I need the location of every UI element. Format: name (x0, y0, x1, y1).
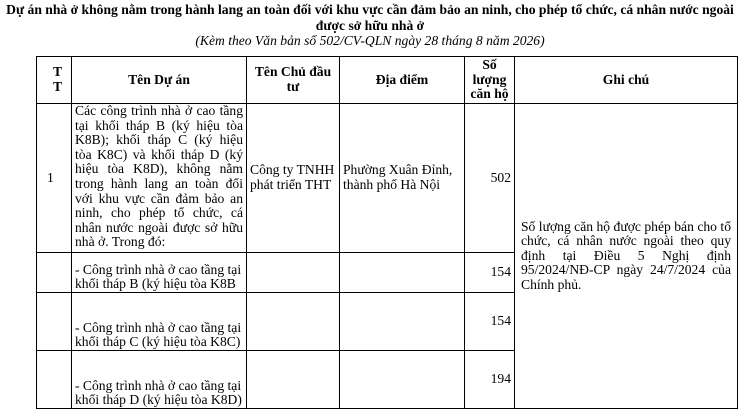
header-note: Ghi chú (515, 57, 738, 104)
cell-project-sub: - Công trình nhà ở cao tầng tại khối tháp D (ký hiệu tòa K8D) (72, 351, 247, 409)
header-tt: T T (37, 57, 72, 104)
cell-tt: 1 (37, 104, 72, 253)
header-owner: Tên Chủ đầu tư (247, 57, 340, 104)
table-row-main (37, 104, 738, 253)
cell-owner: Công ty TNHH phát triển THT (247, 104, 340, 253)
cell-note: Số lượng căn hộ được phép bán cho tổ chức, cá nhân nước ngoài theo quy định tại Điều 5 Nghị định 95/2024/NĐ-CP ngày 24/7/2024 của Chính phủ. (515, 104, 738, 409)
cell-units-sub: 154 (465, 293, 515, 351)
document-subtitle: (Kèm theo Văn bản số 502/CV-QLN ngày 28 tháng 8 năm 2026) (195, 33, 545, 48)
cell-location: Phường Xuân Đỉnh, thành phố Hà Nội (340, 104, 465, 253)
cell-units-sub: 154 (465, 253, 515, 293)
table-header-row (37, 57, 738, 104)
header-units: Số lượng căn hộ (465, 57, 515, 104)
cell-units-main: 502 (465, 104, 515, 253)
cell-project-main: Các công trình nhà ở cao tầng tại khối tháp B (ký hiệu tòa K8B); khối tháp C (ký hiệu tòa K8C) và khối tháp D (ký hiệu tòa K8D), không nằm trong hành lang an toàn đối với khu vực cần đảm bảo an ninh, cho phép tổ chức, cá nhân nước ngoài được sở hữu nhà ở. Trong đó: (72, 104, 247, 253)
cell-project-sub: - Công trình nhà ở cao tầng tại khối tháp C (ký hiệu tòa K8C) (72, 293, 247, 351)
projects-table (36, 56, 738, 409)
document-title: Dự án nhà ở không nằm trong hành lang an toàn đối với khu vực cần đảm bảo an ninh, cho phép tổ chức, cá nhân nước ngoài được sở hữu nhà ở (6, 2, 734, 33)
header-location: Địa điểm (340, 57, 465, 104)
header-project: Tên Dự án (72, 57, 247, 104)
cell-project-sub: - Công trình nhà ở cao tầng tại khối tháp B (ký hiệu tòa K8B (72, 253, 247, 293)
cell-units-sub: 194 (465, 351, 515, 409)
